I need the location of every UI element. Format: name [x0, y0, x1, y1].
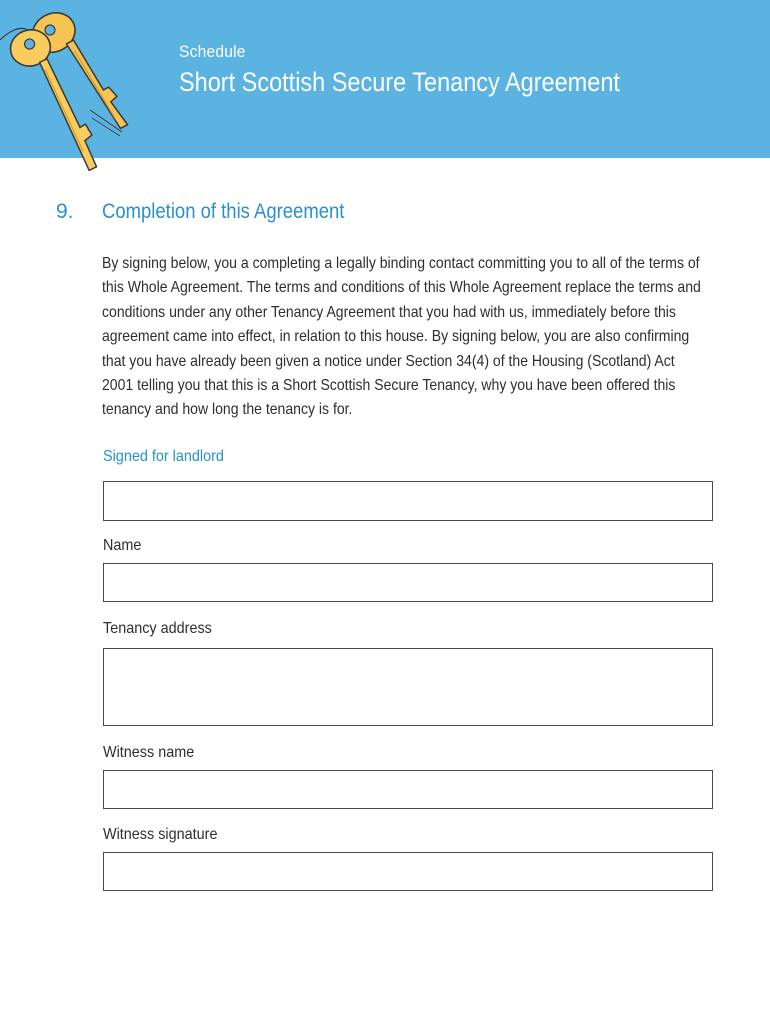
witness-name-label: Witness name [103, 744, 195, 761]
keys-icon [0, 0, 135, 190]
section-body-text [102, 252, 714, 423]
body-line: this Whole Agreement. The terms and conditions of this Whole Agreement replace the terms and [102, 279, 701, 297]
section-heading: Completion of this Agreement [102, 200, 345, 223]
name-field[interactable] [103, 563, 713, 602]
header-subtitle: Schedule [179, 42, 246, 61]
body-line: that you have already been given a notice under Section 34(4) of the Housing (Scotland) Act [102, 352, 675, 370]
witness-signature-field[interactable] [103, 852, 713, 891]
section-number: 9. [56, 200, 74, 223]
witness-name-field[interactable] [103, 770, 713, 809]
body-line: By signing below, you a completing a legally binding contact committing you to all of the terms of [102, 255, 700, 272]
name-label: Name [103, 537, 142, 554]
body-line: 2001 telling you that this is a Short Scottish Secure Tenancy, why you have been offered this [102, 377, 676, 395]
tenancy-address-field[interactable] [103, 648, 713, 726]
signed-for-landlord-label: Signed for landlord [103, 448, 224, 465]
witness-signature-label: Witness signature [103, 826, 218, 843]
body-line: agreement came into effect, in relation to this house. By signing below, you are also confirming [102, 328, 690, 346]
body-line: conditions under any other Tenancy Agreement that you had with us, immediately before this [102, 303, 676, 321]
landlord-signature-field[interactable] [103, 481, 713, 521]
body-line: tenancy and how long the tenancy is for. [102, 401, 353, 419]
tenancy-address-label: Tenancy address [103, 620, 212, 637]
page-title: Short Scottish Secure Tenancy Agreement [179, 67, 620, 97]
